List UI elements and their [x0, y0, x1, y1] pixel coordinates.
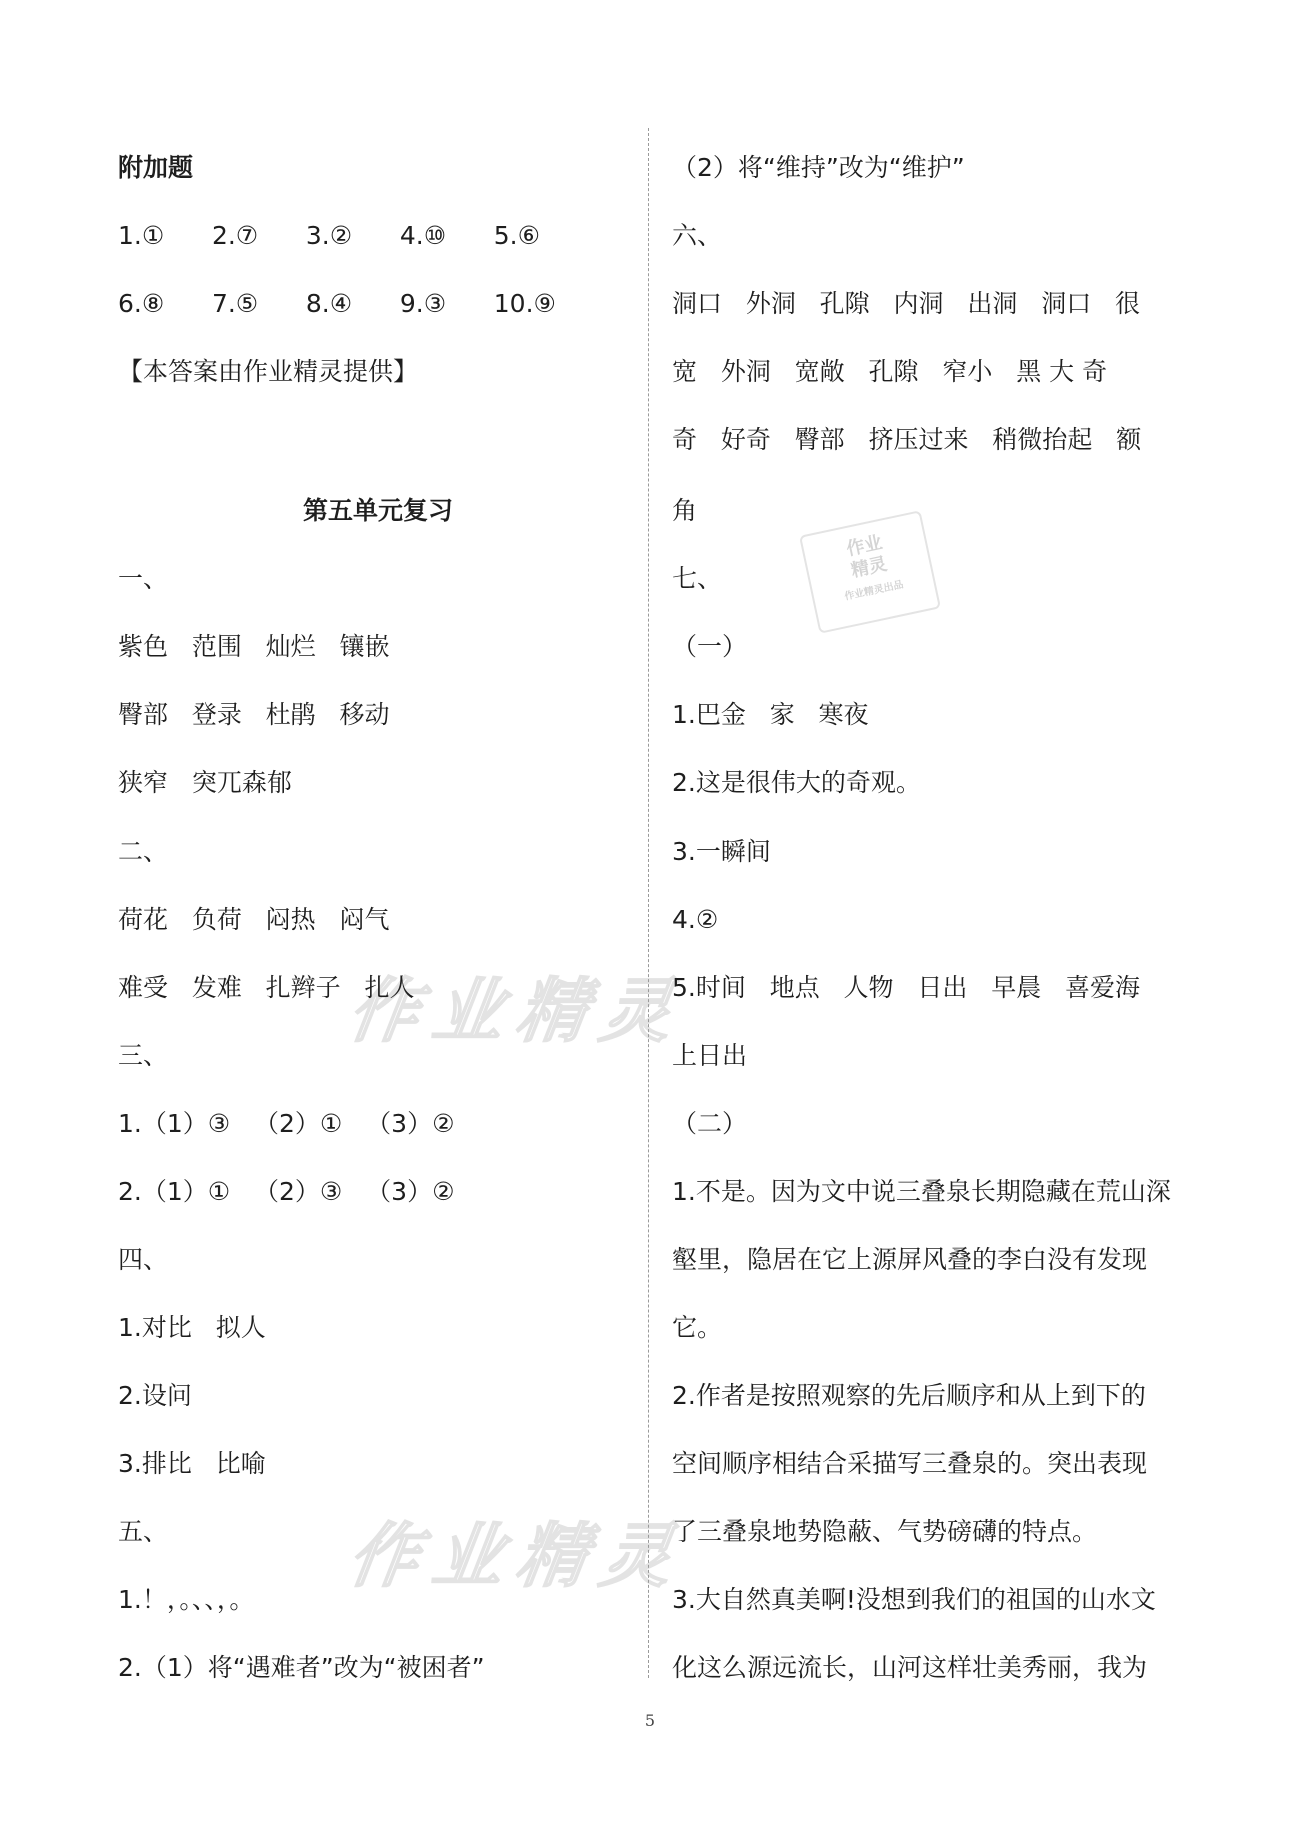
section-2-heading: 二、	[118, 837, 169, 866]
watermark-top: 作业精灵	[343, 970, 691, 1052]
part-2-line-3: 它。	[672, 1313, 723, 1342]
page-number: 5	[644, 1711, 656, 1730]
part-1-line-5: 5.时间 地点 人物 日出 早晨 喜爱海	[672, 973, 1141, 1002]
section-6-line-2: 宽 外洞 宽敞 孔隙 窄小 黑 大 奇	[672, 357, 1108, 386]
extra-answers-row-1: 1.① 2.⑦ 3.② 4.⑩ 5.⑥	[118, 221, 541, 250]
section-4-line-1: 1.对比 拟人	[118, 1313, 266, 1342]
extra-answers-row-2: 6.⑧ 7.⑤ 8.④ 9.③ 10.⑨	[118, 289, 556, 318]
watermark-stamp	[799, 510, 941, 634]
section-6-line-3: 奇 好奇 臀部 挤压过来 稍微抬起 额	[672, 425, 1142, 454]
section-4-line-3: 3.排比 比喻	[118, 1449, 266, 1478]
part-1-heading: （一）	[672, 632, 748, 661]
part-2-line-2: 壑里，隐居在它上源屏风叠的李白没有发现	[672, 1245, 1148, 1274]
part-1-line-3: 3.一瞬间	[672, 837, 771, 866]
section-3-heading: 三、	[118, 1041, 169, 1070]
part-2-heading: （二）	[672, 1109, 748, 1138]
part-1-line-1: 1.巴金 家 寒夜	[672, 700, 869, 729]
source-note: 【本答案由作业精灵提供】	[118, 357, 419, 386]
section-5-heading: 五、	[118, 1517, 169, 1546]
part-1-line-2: 2.这是很伟大的奇观。	[672, 768, 921, 797]
part-1-line-4: 4.②	[672, 905, 719, 934]
column-divider	[648, 128, 649, 1678]
part-2-line-6: 了三叠泉地势隐蔽、气势磅礴的特点。	[672, 1517, 1098, 1546]
stamp-text-1: 作业	[844, 532, 885, 561]
part-2-line-8: 化这么源远流长，山河这样壮美秀丽，我为	[672, 1653, 1148, 1682]
part-2-line-7: 3.大自然真美啊!没想到我们的祖国的山水文	[672, 1585, 1156, 1614]
section-6-line-1: 洞口 外洞 孔隙 内洞 出洞 洞口 很	[672, 289, 1141, 318]
section-3-line-1: 1.（1）③ （2）① （3）②	[118, 1109, 455, 1138]
section-5-line-1: 1.！，。、、，。	[118, 1585, 255, 1614]
section-6-line-4: 角	[672, 496, 698, 525]
stamp-text-2: 精灵	[849, 553, 889, 582]
section-2-line-2: 难受 发难 扎辫子 扎人	[118, 973, 415, 1002]
section-6-heading: 六、	[672, 221, 723, 250]
part-2-line-5: 空间顺序相结合采描写三叠泉的。突出表现	[672, 1449, 1148, 1478]
unit-title: 第五单元复习	[302, 496, 453, 525]
section-5-line-2: 2.（1）将“遇难者”改为“被困者”	[118, 1653, 485, 1682]
section-1-line-1: 紫色 范围 灿烂 镶嵌	[118, 632, 390, 661]
part-1-line-6: 上日出	[672, 1041, 748, 1070]
watermark-bottom: 作业精灵	[343, 1515, 691, 1597]
section-3-line-2: 2.（1）① （2）③ （3）②	[118, 1177, 455, 1206]
section-2-line-1: 荷花 负荷 闷热 闷气	[118, 905, 390, 934]
section-1-line-3: 狭窄 突兀森郁	[118, 768, 292, 797]
section-4-line-2: 2.设问	[118, 1381, 192, 1410]
stamp-text-3: 作业精灵出品	[843, 579, 905, 603]
section-5-line-3: （2）将“维持”改为“维护”	[672, 153, 965, 182]
section-4-heading: 四、	[118, 1245, 169, 1274]
section-7-heading: 七、	[672, 564, 723, 593]
part-2-line-1: 1.不是。因为文中说三叠泉长期隐藏在荒山深	[672, 1177, 1171, 1206]
section-1-heading: 一、	[118, 564, 169, 593]
part-2-line-4: 2.作者是按照观察的先后顺序和从上到下的	[672, 1381, 1146, 1410]
section-1-line-2: 臀部 登录 杜鹃 移动	[118, 700, 390, 729]
extra-questions-heading: 附加题	[118, 153, 194, 182]
